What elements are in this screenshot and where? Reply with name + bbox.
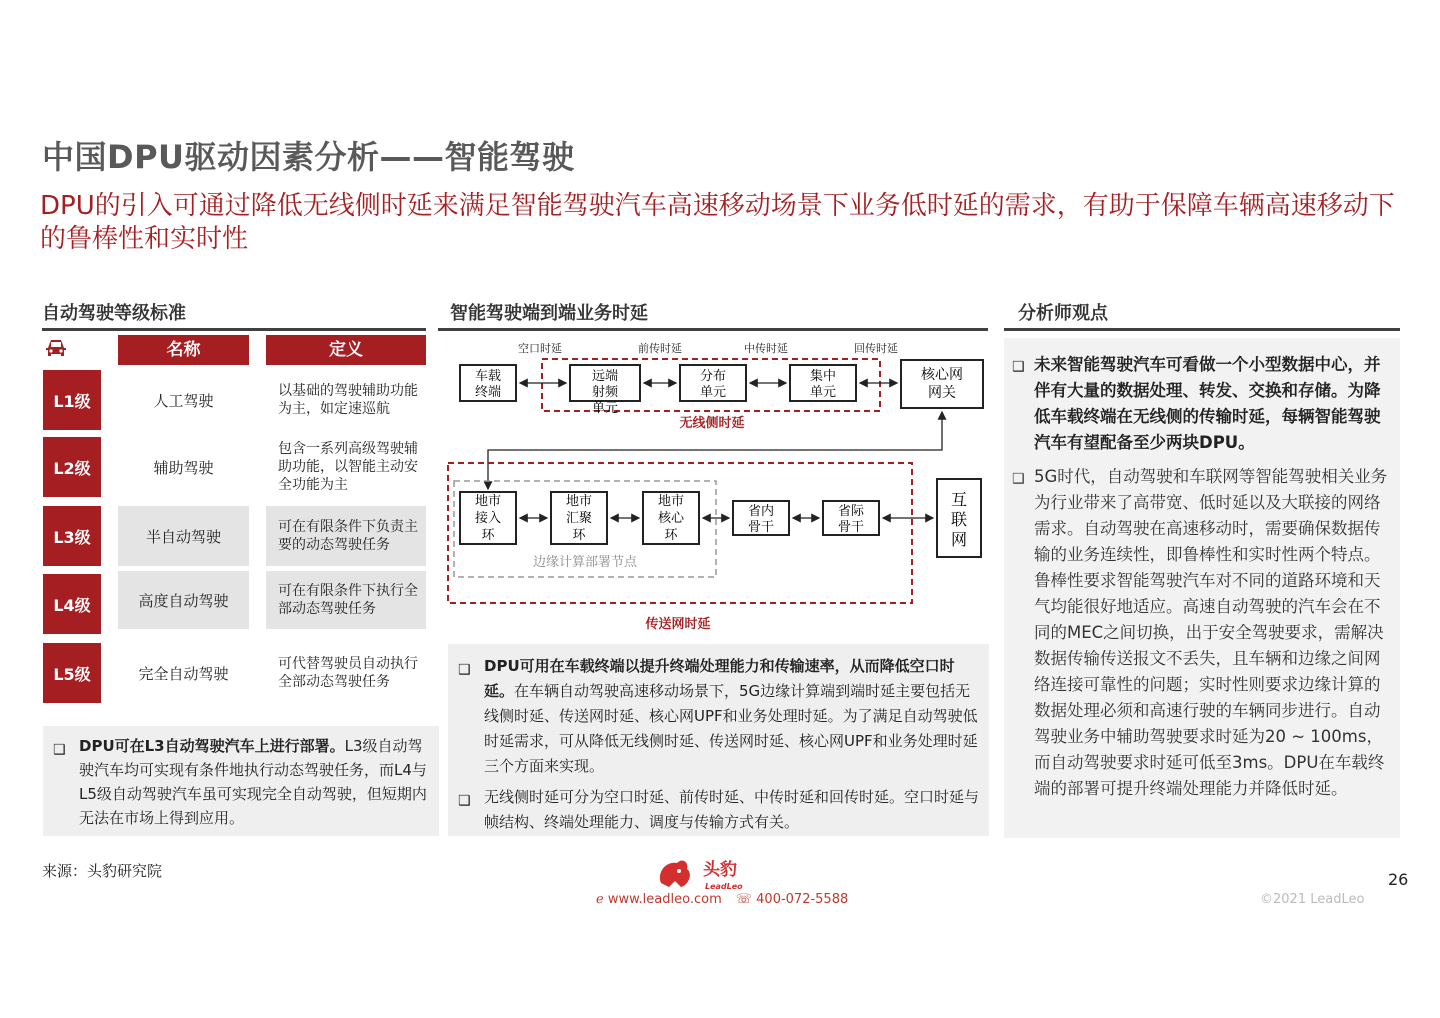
- checkbox-bullet-icon: ❑: [1012, 359, 1025, 375]
- level-name: 半自动驾驶: [118, 506, 249, 566]
- logo-cn: 头豹: [703, 860, 737, 880]
- level-definition: 包含一系列高级驾驶辅助功能，以智能主动安全功能为主: [278, 441, 418, 493]
- web-icon: ℯ: [596, 892, 604, 907]
- note-bold-text: DPU可用在车载终端以提升终端处理能力和传输速率，从而降低空口时延。: [484, 657, 955, 700]
- level-definition: 以基础的驾驶辅助功能为主，如定速巡航: [278, 383, 418, 417]
- node-label: 核心网网关: [921, 367, 963, 401]
- phone-icon: ☏: [735, 892, 753, 907]
- node-label: 车载终端: [474, 369, 502, 400]
- note-text: 无线侧时延可分为空口时延、前传时延、中传时延和回传时延。空口时延与帧结构、终端处理能力、调度与传输方式有关。: [484, 788, 980, 831]
- analyst-point: [1012, 352, 1392, 456]
- analyst-panel: [1004, 338, 1400, 838]
- leadleo-logo: [655, 855, 755, 895]
- leopard-icon: [660, 861, 690, 887]
- car-icon: [44, 338, 68, 360]
- analyst-point-text: 未来智能驾驶汽车可看做一个小型数据中心，并伴有大量的数据处理、转发、交换和存储。为降低车载终端在无线侧的传输时延，每辆智能驾驶汽车有望配备至少两块DPU。: [1034, 355, 1381, 452]
- checkbox-bullet-icon: ❑: [53, 742, 66, 758]
- node-label: 地市核心环: [657, 494, 685, 543]
- contact-info: [596, 892, 848, 907]
- phone-number: [736, 892, 849, 907]
- level-badge: L2级: [43, 437, 101, 497]
- note-text: 在车辆自动驾驶高速移动场景下，5G边缘计算端到端时延主要包括无线侧时延、传送网时延、核心网UPF和业务处理时延。为了满足自动驾驶低时延需求，可从降低无线侧时延、传送网时延、核心网UPF和业务处理时延三个方面来实现。: [484, 682, 978, 775]
- level-definition: 可代替驾驶员自动执行全部动态驾驶任务: [278, 656, 418, 690]
- level-badge: L3级: [43, 506, 101, 566]
- delay-label: 中传时延: [744, 342, 788, 355]
- level-name: 完全自动驾驶: [138, 664, 229, 683]
- phone-text: 400-072-5588: [756, 892, 849, 907]
- level-badge: L4级: [43, 574, 101, 634]
- logo-en: LeadLeo: [705, 882, 743, 891]
- note-bullet: [448, 654, 981, 779]
- delay-label: 回传时延: [854, 342, 898, 355]
- website-link[interactable]: [596, 892, 722, 907]
- transport-label: 传送网时延: [645, 617, 711, 632]
- level-badge: L5级: [43, 643, 101, 703]
- node-label: 地市汇聚环: [565, 494, 593, 543]
- node-label: 省内骨干: [747, 504, 775, 535]
- analyst-point-text: 5G时代，自动驾驶和车联网等智能驾驶相关业务为行业带来了高带宽、低时延以及大联接的网络需求。自动驾驶在高速移动时，需要确保数据传输的业务连续性，即鲁棒性和实时性两个特点。鲁棒性要求智能驾驶汽车对不同的道路环境和天气均能很好地适应。高速自动驾驶的汽车会在不同的MEC之间切换，出于安全驾驶要求，需解决数据传输传送报文不丢失，且车辆和边缘之间网络连接可靠性的问题；实时性则要求边缘计算的数据处理必须和高速行驶的车辆同步进行。自动驾驶业务中辅助驾驶要求时延为20 ~ 100ms，而自动驾驶要求时延可低至3ms。DPU在车载终端的部署可提升终端处理能力并降低时延。: [1034, 467, 1388, 798]
- wireless-label: 无线侧时延: [679, 416, 745, 431]
- levels-note: [43, 726, 439, 836]
- section-header-latency: 智能驾驶端到端业务时延: [438, 297, 988, 331]
- table-header-definition: 定义: [266, 335, 426, 365]
- copyright: ©2021 LeadLeo: [1260, 892, 1365, 907]
- node-label: 远端射频单元: [591, 369, 619, 416]
- level-badge: L1级: [43, 370, 101, 430]
- page-subtitle: DPU的引入可通过降低无线侧时延来满足智能驾驶汽车高速移动场景下业务低时延的需求，有助于保障车辆高速移动下的鲁棒性和实时性: [40, 191, 1395, 254]
- source-note: 来源：头豹研究院: [42, 862, 163, 880]
- node-label: 地市接入环: [474, 494, 502, 543]
- level-definition: 可在有限条件下执行全部动态驾驶任务: [266, 571, 426, 629]
- checkbox-bullet-icon: ❑: [458, 793, 471, 809]
- latency-note: [448, 644, 989, 836]
- website-text: www.leadleo.com: [607, 892, 722, 907]
- node-label: 集中单元: [809, 369, 837, 400]
- note-bullet: [43, 734, 435, 830]
- section-header-levels: 自动驾驶等级标准: [42, 297, 426, 331]
- page-number: 26: [1388, 870, 1409, 889]
- checkbox-bullet-icon: ❑: [1012, 471, 1025, 487]
- level-name: 高度自动驾驶: [118, 571, 249, 629]
- note-bold-text: DPU可在L3自动驾驶汽车上进行部署。: [79, 737, 345, 755]
- edge-label: 边缘计算部署节点: [532, 555, 638, 570]
- section-header-analyst: 分析师观点: [1004, 297, 1400, 331]
- level-name: 人工驾驶: [153, 391, 214, 410]
- delay-label: 空口时延: [518, 342, 562, 355]
- analyst-point: [1012, 464, 1392, 802]
- note-text: L3级自动驾驶汽车均可实现有条件地执行动态驾驶任务，而L4与L5级自动驾驶汽车虽可实现完全自动驾驶，但短期内无法在市场上得到应用。: [79, 737, 427, 827]
- node-label: 省际骨干: [837, 504, 865, 535]
- page-title: 中国DPU驱动因素分析——智能驾驶: [42, 138, 575, 176]
- level-name: 辅助驾驶: [153, 458, 214, 477]
- level-definition: 可在有限条件下负责主要的动态驾驶任务: [266, 506, 426, 566]
- node-label: 分布单元: [699, 369, 727, 400]
- latency-diagram: [440, 335, 996, 635]
- node-label: 互联网: [950, 490, 968, 549]
- table-header-name: 名称: [118, 335, 249, 365]
- note-bullet: [448, 785, 981, 835]
- delay-label: 前传时延: [638, 342, 682, 355]
- checkbox-bullet-icon: ❑: [458, 662, 471, 678]
